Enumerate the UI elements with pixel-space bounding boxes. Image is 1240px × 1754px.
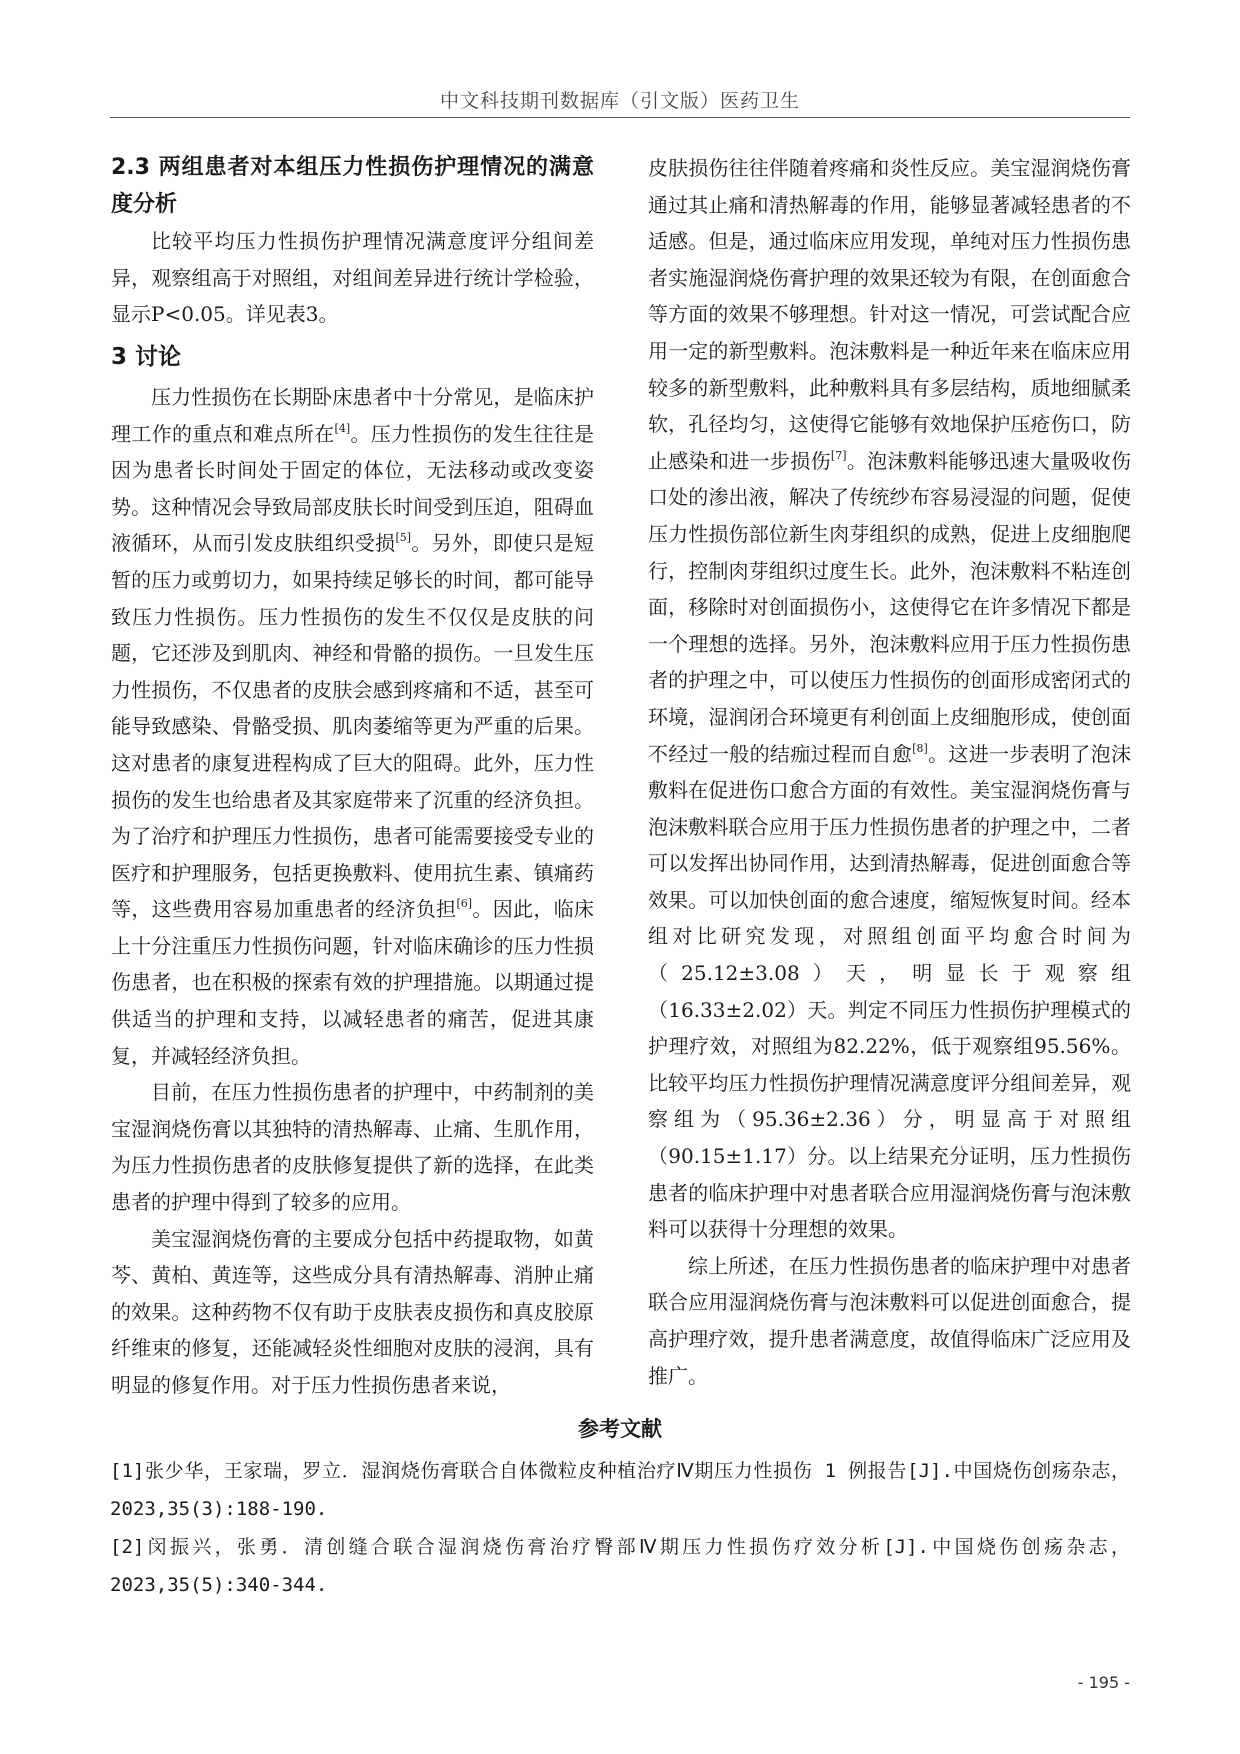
section-heading: 3 讨论 (111, 343, 182, 370)
references-title: 参考文献 (578, 1417, 662, 1441)
paragraph: 比较平均压力性损伤护理情况满意度评分组间差异，观察组高于对照组，对组间差异进行统计学检验，显示P<0.05。详见表3。 (111, 229, 594, 327)
text-span: 皮肤损伤往往伴随着疼痛和炎性反应。美宝湿润烧伤膏通过其止痛和清热解毒的作用，能够显著减轻患者的不适感。但是，通过临床应用发现，单纯对压力性损伤患者实施湿润烧伤膏护理的效果还较为有限，在创面愈合等方面的效果不够理想。针对这一情况，可尝试配合应用一定的新型敷料。泡沫敷料是一种近年来在临床应用较多的新型敷料，此种敷料具有多层结构，质地细腻柔软，孔径均匀，这使得它能够有效地保护压疮伤口，防止感染和进一步损伤 (648, 156, 1131, 473)
citation: [6] (456, 897, 473, 911)
paragraph: 目前，在压力性损伤患者的护理中，中药制剂的美宝湿润烧伤膏以其独特的清热解毒、止痛、生肌作用，为压力性损伤患者的皮肤修复提供了新的选择，在此类患者的护理中得到了较多的应用。 (111, 1080, 594, 1215)
citation: [8] (912, 741, 928, 755)
paragraph: 综上所述，在压力性损伤患者的临床护理中对患者联合应用湿润烧伤膏与泡沫敷料可以促进创面愈合，提高护理疗效，提升患者满意度，故值得临床广泛应用及推广。 (648, 1253, 1131, 1388)
text-span: 。这进一步表明了泡沫敷料在促进伤口愈合方面的有效性。美宝湿润烧伤膏与泡沫敷料联合应用于压力性损伤患者的护理之中，二者可以发挥出协同作用，达到清热解毒，促进创面愈合等效果。可以加快创面的愈合速度，缩短恢复时间。经本组对比研究发现，对照组创面平均愈合时间为（25.12±3.08）天，明显长于观察组（16.33±2.02）天。判定不同压力性损伤护理模式的护理疗效，对照组为82.22%，低于观察组95.56%。比较平均压力性损伤护理情况满意度评分组间差异，观察组为（95.36±2.36）分，明显高于对照组（90.15±1.17）分。以上结果充分证明，压力性损伤患者的临床护理中对患者联合应用湿润烧伤膏与泡沫敷料可以获得十分理想的效果。 (648, 741, 1132, 1242)
text-span: 。泡沫敷料能够迅速大量吸收伤口处的渗出液，解决了传统纱布容易浸湿的问题，促使压力性损伤部位新生肉芽组织的成熟，促进上皮细胞爬行，控制肉芽组织过度生长。此外，泡沫敷料不粘连创面，移除时对创面损伤小，这使得它在许多情况下都是一个理想的选择。另外，泡沫敷料应用于压力性损伤患者的护理之中，可以使压力性损伤的创面形成密闭式的环境，湿润闭合环境更有利创面上皮细胞形成，使创面不经过一般的结痂过程而自愈 (648, 448, 1132, 766)
subsection-heading: 2.3 两组患者对本组压力性损伤护理情况的满意度分析 (111, 155, 594, 217)
references-list (110, 1452, 1130, 1604)
text-span: 压力性损伤在长期卧床患者中十分常见，是临床护理工作的重点和难点所在 (111, 384, 594, 446)
paragraph (648, 150, 1131, 1248)
left-column (111, 150, 594, 1404)
citation: [7] (830, 448, 847, 462)
paragraph (111, 379, 594, 1074)
reference-item: [1]张少华，王家瑞，罗立．湿润烧伤膏联合自体微粒皮种植治疗Ⅳ期压力性损伤 1 例报告[J].中国烧伤创疡杂志，2023,35(3):188-190. (110, 1460, 1130, 1520)
page-header: 中文科技期刊数据库（引文版）医药卫生 (439, 90, 800, 112)
header-rule (110, 117, 1130, 118)
page-number: - 195 - (1077, 1673, 1130, 1692)
text-span: 。另外，即使只是短暂的压力或剪切力，如果持续足够长的时间，都可能导致压力性损伤。压力性损伤的发生不仅仅是皮肤的问题，它还涉及到肌肉、神经和骨骼的损伤。一旦发生压力性损伤，不仅患者的皮肤会感到疼痛和不适，甚至可能导致感染、骨骼受损、肌肉萎缩等更为严重的后果。这对患者的康复进程构成了巨大的阻碍。此外，压力性损伤的发生也给患者及其家庭带来了沉重的经济负担。为了治疗和护理压力性损伤，患者可能需要接受专业的医疗和护理服务，包括更换敷料、使用抗生素、镇痛药等，这些费用容易加重患者的经济负担 (111, 531, 595, 922)
reference-item: [2]闵振兴，张勇．清创缝合联合湿润烧伤膏治疗臀部Ⅳ期压力性损伤疗效分析[J].中国烧伤创疡杂志，2023,35(5):340-344. (110, 1536, 1130, 1596)
citation: [4] (334, 421, 351, 435)
text-span: 。压力性损伤的发生往往是因为患者长时间处于固定的体位，无法移动或改变姿势。这种情况会导致局部皮肤长时间受到压迫，阻碍血液循环，从而引发皮肤组织受损 (111, 421, 595, 556)
citation: [5] (395, 531, 412, 545)
right-column (648, 150, 1131, 1394)
paragraph: 美宝湿润烧伤膏的主要成分包括中药提取物，如黄芩、黄柏、黄连等，这些成分具有清热解毒、消肿止痛的效果。这种药物不仅有助于皮肤表皮损伤和真皮胶原纤维束的修复，还能减轻炎性细胞对皮肤的浸润，具有明显的修复作用。对于压力性损伤患者来说， (111, 1226, 594, 1397)
text-span: 。因此，临床上十分注重压力性损伤问题，针对临床确诊的压力性损伤患者，也在积极的探索有效的护理措施。以期通过提供适当的护理和支持，以减轻患者的痛苦，促进其康复，并减轻经济负担。 (111, 897, 595, 1068)
